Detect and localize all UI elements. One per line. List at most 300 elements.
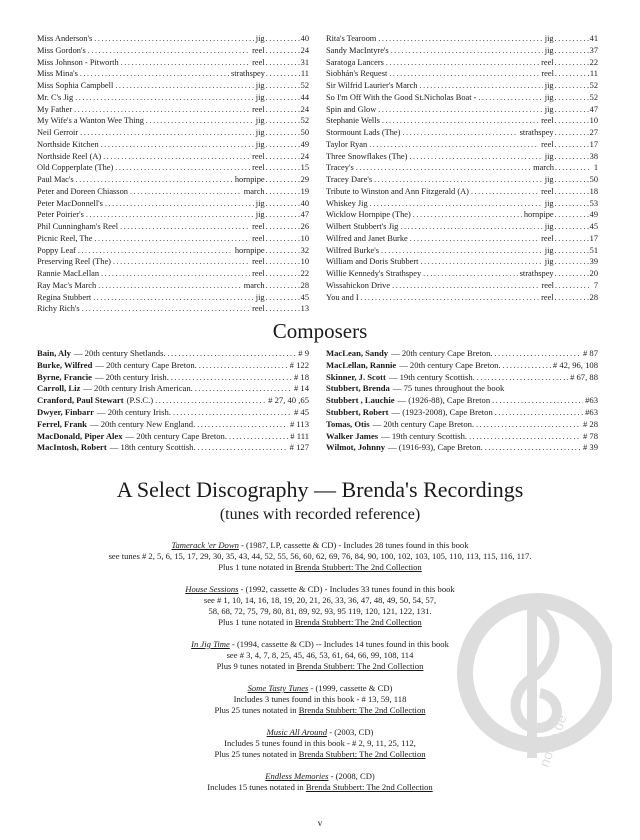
tune-name: Wicklow Hornpipe (The) xyxy=(326,210,411,220)
tune-page-number: 22 xyxy=(589,57,598,67)
tune-type: jig xyxy=(544,257,554,267)
dot-leader xyxy=(101,139,254,151)
dot-leader xyxy=(173,407,292,419)
composer-entry xyxy=(326,372,598,384)
tune-page-number: 38 xyxy=(589,151,598,161)
composer-name: Ferrel, Frank xyxy=(37,418,87,429)
dot-leader xyxy=(266,209,300,221)
tune-index-entry xyxy=(37,57,309,69)
record-notated-text: Plus 1 tune notated in xyxy=(218,562,295,572)
dot-leader xyxy=(555,209,589,221)
dot-leader xyxy=(378,104,543,116)
dot-leader xyxy=(555,186,589,198)
dot-leader xyxy=(266,256,300,268)
dot-leader xyxy=(555,268,589,280)
dot-leader xyxy=(121,57,250,69)
tune-index-entry xyxy=(37,80,309,92)
tune-index-entry xyxy=(326,245,598,257)
composer-entry xyxy=(326,442,598,454)
tune-name: Poppy Leaf xyxy=(37,245,76,255)
tune-type: jig xyxy=(544,45,554,55)
tune-name: Peter and Doreen Chiasson xyxy=(37,186,128,196)
tune-page-number: 10 xyxy=(300,233,309,243)
composer-name: Cranford, Paul Stewart xyxy=(37,395,124,406)
dot-leader xyxy=(478,92,542,104)
tune-page-number: 52 xyxy=(589,92,598,102)
record-notated-line xyxy=(40,617,600,628)
record-details: - (1994, cassette & CD) -- Includes 14 tunes found in this book xyxy=(229,639,449,649)
tune-name: Taylor Ryan xyxy=(326,139,368,149)
dot-leader xyxy=(356,162,531,174)
composer-description: — 19th century Scottish. xyxy=(381,430,468,441)
page-number: v xyxy=(317,818,323,828)
tune-page-number: 29 xyxy=(300,175,309,184)
dot-leader xyxy=(370,198,543,210)
record-tune-list: 58, 68, 72, 75, 79, 80, 81, 89, 92, 93, 95 119, 120, 121, 122, 131. xyxy=(208,606,432,616)
tune-type: march xyxy=(243,280,265,290)
composers-left-column xyxy=(37,348,309,454)
dot-leader xyxy=(503,360,551,372)
tune-index-entry xyxy=(37,245,309,257)
tune-name: Willie Kennedy's Strathspey xyxy=(326,269,422,278)
composer-entry xyxy=(37,431,309,443)
dot-leader xyxy=(80,68,229,80)
dot-leader xyxy=(555,45,589,57)
record-notated-line xyxy=(40,782,600,793)
dot-leader xyxy=(197,419,288,431)
composer-name: Burke, Wilfred xyxy=(37,359,93,370)
book-reference: Brenda Stubbert: The 2nd Collection xyxy=(305,782,433,792)
dot-leader xyxy=(266,127,300,139)
dot-leader xyxy=(392,280,539,292)
composer-entry xyxy=(326,348,598,360)
tune-type: hornpipe xyxy=(234,245,265,255)
tune-name: Wilfred and Janet Burke xyxy=(326,233,408,243)
tune-index-entry xyxy=(37,115,309,127)
dot-leader xyxy=(555,292,589,304)
tune-name: Wilfred Burke's xyxy=(326,245,380,255)
composer-description: — 20th century Cape Breton. xyxy=(391,348,493,358)
tune-index-entry xyxy=(326,209,598,221)
record-tune-list: see tunes # 2, 5, 6, 15, 17, 29, 30, 35, 43, 44, 52, 55, 56, 60, 62, 69, 76, 84, 90, 100, 102, 103, 105, 110, 113, 115, 116, 117. xyxy=(108,551,532,561)
dot-leader xyxy=(381,245,543,257)
composer-name: MacLellan, Rannie xyxy=(326,359,397,370)
tune-index-entry xyxy=(326,33,598,45)
tune-name: Peter Poirier's xyxy=(37,210,84,220)
record-title: In Jig Time xyxy=(191,639,230,649)
tune-index-entry xyxy=(326,233,598,245)
record-details: - (1999, cassette & CD) xyxy=(308,683,393,693)
tune-type: jig xyxy=(255,92,265,102)
record-notated-text: Plus 25 tunes notated in xyxy=(214,749,299,759)
dot-leader xyxy=(168,348,297,360)
tune-page-number: 40 xyxy=(300,34,309,43)
record-tune-list: Includes 3 tunes found in this book - # 13, 59, 118 xyxy=(233,694,407,704)
dot-leader xyxy=(115,80,253,92)
tune-type: jig xyxy=(255,34,265,43)
tune-index-entry xyxy=(37,292,309,304)
tune-name: Three Snowflakes (The) xyxy=(326,151,408,161)
tune-page-number: 24 xyxy=(300,104,309,114)
tune-index-entry xyxy=(37,162,309,174)
tune-name: Phil Cunningham's Reel xyxy=(37,222,119,231)
tune-page-number: 28 xyxy=(300,280,309,290)
tune-index-entry xyxy=(326,115,598,127)
composer-entry xyxy=(326,383,598,395)
tune-index-entry xyxy=(326,45,598,57)
tune-name: Neil Gerroir xyxy=(37,128,79,137)
tune-type: reel xyxy=(541,69,554,79)
tune-name: Tracey Dare's xyxy=(326,175,373,184)
tune-type: jig xyxy=(544,34,554,43)
tune-name: Richy Rich's xyxy=(37,304,80,314)
composer-tune-refs: # 27, 40 ,65 xyxy=(268,395,309,406)
tune-page-number: 40 xyxy=(300,198,309,208)
tune-index-entry xyxy=(37,186,309,198)
tune-name: Siobhán's Request xyxy=(326,69,388,79)
record-notated-text: Plus 25 tunes notated in xyxy=(214,705,299,715)
composer-tune-refs: # 9 xyxy=(298,348,309,358)
tune-page-number: 50 xyxy=(589,175,598,184)
record-title-line xyxy=(40,727,600,738)
dot-leader xyxy=(101,268,250,280)
composer-tune-refs: # 45 xyxy=(293,406,309,417)
dot-leader xyxy=(402,127,517,139)
tune-name: Peter MacDonnell's xyxy=(37,198,103,208)
composer-tune-refs: # 87 xyxy=(582,348,598,358)
tune-index-entry xyxy=(37,127,309,139)
composer-description: — 20th century Shetlands. xyxy=(73,348,166,358)
tune-index-entry xyxy=(326,174,598,186)
tune-page-number: 11 xyxy=(589,69,598,79)
tune-index-entry xyxy=(326,104,598,116)
tune-page-number: 51 xyxy=(589,245,598,255)
composer-name: Walker James xyxy=(326,430,379,441)
composers-right-column xyxy=(326,348,598,454)
tune-index-entry xyxy=(37,256,309,268)
dot-leader xyxy=(420,80,543,92)
dot-leader xyxy=(477,372,568,384)
dot-leader xyxy=(476,419,581,431)
dot-leader xyxy=(471,186,539,198)
tune-type: jig xyxy=(255,81,265,90)
watermark-text: noten.de xyxy=(535,712,570,770)
composer-entry xyxy=(37,360,309,372)
dot-leader xyxy=(266,80,300,92)
tune-page-number: 32 xyxy=(300,245,309,255)
tune-index-entry xyxy=(326,292,598,304)
dot-leader xyxy=(266,92,300,104)
discography-record xyxy=(40,683,600,716)
tune-type: jig xyxy=(544,245,554,255)
composer-entry xyxy=(37,372,309,384)
tune-name: Wilbert Stubbert's Jig xyxy=(326,222,399,231)
composer-name: Byrne, Francie xyxy=(37,371,92,382)
tune-page-number: 17 xyxy=(589,233,598,243)
composer-description: — 18th century Scottish. xyxy=(109,442,196,453)
tune-page-number: 37 xyxy=(589,45,598,55)
tune-index-entry xyxy=(326,57,598,69)
composer-description: — (1926-88), Cape Breton xyxy=(397,395,491,406)
dot-leader xyxy=(555,57,589,69)
dot-leader xyxy=(88,45,250,57)
dot-leader xyxy=(469,431,581,443)
discography-record xyxy=(40,540,600,573)
tune-index-entry xyxy=(37,33,309,45)
record-notated-line xyxy=(40,705,600,716)
tune-type: reel xyxy=(541,186,554,196)
tune-type: jig xyxy=(255,116,265,126)
tune-type: march xyxy=(243,186,265,196)
dot-leader xyxy=(374,174,543,186)
composer-entry xyxy=(326,407,598,419)
tune-index-entry xyxy=(326,151,598,163)
tune-index-entry xyxy=(37,151,309,163)
tune-type: reel xyxy=(252,163,265,173)
tune-type: hornpipe xyxy=(523,210,554,220)
composer-tune-refs: # 14 xyxy=(293,383,309,394)
tune-name: Paul Mac's xyxy=(37,175,74,184)
dot-leader xyxy=(423,268,518,280)
tune-type: reel xyxy=(252,222,265,231)
dot-leader xyxy=(555,68,589,80)
tune-index-entry xyxy=(326,68,598,80)
tune-index-right-column xyxy=(326,33,598,303)
book-reference: Brenda Stubbert: The 2nd Collection xyxy=(298,705,426,715)
dot-leader xyxy=(266,221,300,233)
record-title: Tamerack 'er Down xyxy=(171,540,239,550)
dot-leader xyxy=(555,162,589,174)
dot-leader xyxy=(555,221,589,233)
composer-tune-refs: # 78 xyxy=(582,430,598,441)
dot-leader xyxy=(555,92,589,104)
dot-leader xyxy=(555,127,589,139)
tune-index-entry xyxy=(326,139,598,151)
tune-name: My Father xyxy=(37,104,73,114)
record-title-line xyxy=(40,771,600,782)
dot-leader xyxy=(266,292,300,304)
tune-index-entry xyxy=(37,209,309,221)
composer-tune-refs: #63 xyxy=(585,406,598,417)
tune-index-entry xyxy=(326,221,598,233)
tune-page-number: 31 xyxy=(300,57,309,67)
dot-leader xyxy=(555,198,589,210)
tune-name: Miss Gordon's xyxy=(37,45,86,55)
tune-page-number: 44 xyxy=(300,92,309,102)
tune-index-entry xyxy=(326,256,598,268)
composer-description: — 75 tunes throughout the book xyxy=(392,383,505,394)
dot-leader xyxy=(369,139,539,151)
tune-page-number: 22 xyxy=(300,269,309,278)
tune-page-number: 20 xyxy=(589,269,598,278)
tune-type: jig xyxy=(544,151,554,161)
tune-page-number: 28 xyxy=(589,292,598,302)
dot-leader xyxy=(130,186,242,198)
dot-leader xyxy=(80,127,254,139)
tune-page-number: 53 xyxy=(589,198,598,208)
tune-page-number: 24 xyxy=(300,45,309,55)
dot-leader xyxy=(94,233,250,245)
tune-page-number: 18 xyxy=(589,186,598,196)
tune-page-number: 45 xyxy=(589,222,598,231)
book-reference: Brenda Stubbert: The 2nd Collection xyxy=(294,617,422,627)
record-title: Music All Around xyxy=(266,727,328,737)
dot-leader xyxy=(266,174,300,186)
dot-leader xyxy=(78,245,233,257)
record-title-line xyxy=(40,540,600,551)
record-notated-text: Plus 9 tunes notated in xyxy=(216,661,297,671)
record-title-line xyxy=(40,683,600,694)
tune-name: Miss Mina's xyxy=(37,69,78,79)
tune-index-entry xyxy=(37,268,309,280)
discography-record xyxy=(40,639,600,672)
composer-tune-refs: # 122 xyxy=(289,359,309,370)
tune-type: reel xyxy=(541,57,554,67)
tune-type: reel xyxy=(541,292,554,302)
tune-page-number: 47 xyxy=(589,104,598,114)
dot-leader xyxy=(198,442,288,454)
tune-page-number: 24 xyxy=(300,151,309,161)
dot-leader xyxy=(391,45,543,57)
dot-leader xyxy=(382,115,539,127)
tune-name: Northside Reel (A) xyxy=(37,151,102,161)
dot-leader xyxy=(266,245,300,257)
dot-leader xyxy=(555,151,589,163)
composer-entry xyxy=(37,419,309,431)
tune-type: reel xyxy=(252,57,265,67)
composer-name: Tomas, Otis xyxy=(326,418,370,429)
book-reference: Brenda Stubbert: The 2nd Collection xyxy=(296,661,424,671)
dot-leader xyxy=(555,80,589,92)
tune-name: Miss Sophia Campbell xyxy=(37,81,114,90)
tune-index-entry xyxy=(37,92,309,104)
tune-page-number: 52 xyxy=(300,81,309,90)
tune-name: Stormount Lads (The) xyxy=(326,128,401,137)
tune-name: You and I xyxy=(326,292,359,302)
tune-name: Saratoga Lancers xyxy=(326,57,384,67)
tune-page-number: 1 xyxy=(593,163,598,173)
tune-name: Rannie MacLellan xyxy=(37,269,100,278)
tune-page-number: 10 xyxy=(300,257,309,267)
dot-leader xyxy=(103,151,250,163)
dot-leader xyxy=(492,395,583,407)
composer-entry xyxy=(326,419,598,431)
composer-tune-refs: # 39 xyxy=(582,442,598,453)
composer-name: Stubbert , Lauchie xyxy=(326,395,395,406)
record-title: Some Tasty Tunes xyxy=(247,683,309,693)
composer-entry xyxy=(37,407,309,419)
dot-leader xyxy=(120,221,250,233)
dot-leader xyxy=(389,68,539,80)
record-title: Endless Memories xyxy=(265,771,329,781)
tune-index-entry xyxy=(37,233,309,245)
composer-description: — 20th century Cape Breton. xyxy=(95,359,197,370)
composer-description: — 19th century Scottish. xyxy=(388,371,475,382)
tune-page-number: 27 xyxy=(589,128,598,137)
tune-type: reel xyxy=(541,280,554,290)
tune-page-number: 52 xyxy=(589,81,598,90)
tune-name: William and Doris Stubbert xyxy=(326,257,419,267)
dot-leader xyxy=(199,360,288,372)
tune-name: Miss Anderson's xyxy=(37,34,93,43)
tune-name: Rita's Tearoom xyxy=(326,34,377,43)
tune-index-entry xyxy=(37,45,309,57)
composer-entry xyxy=(37,395,309,407)
tune-type: reel xyxy=(252,304,265,314)
composer-entry xyxy=(326,431,598,443)
dot-leader xyxy=(266,33,300,45)
tune-index-entry xyxy=(37,139,309,151)
tune-page-number: 50 xyxy=(300,128,309,137)
tune-type: jig xyxy=(544,175,554,184)
dot-leader xyxy=(94,33,254,45)
tune-page-number: 26 xyxy=(300,222,309,231)
tune-name: Tracey's xyxy=(326,163,354,173)
tune-name: Spin and Glow xyxy=(326,104,377,114)
tune-name: My Wife's a Wanton Wee Thing xyxy=(37,116,144,126)
tune-name: Picnic Reel, The xyxy=(37,233,93,243)
composers-heading: Composers xyxy=(272,319,368,343)
tune-type: reel xyxy=(252,257,265,267)
composer-entry xyxy=(37,383,309,395)
discography-record xyxy=(40,771,600,793)
dot-leader xyxy=(266,186,300,198)
tune-type: strathspey xyxy=(230,69,265,79)
tune-index-entry xyxy=(326,268,598,280)
tune-name: Tribute to Winston and Ann Fitzgerald (A) xyxy=(326,186,469,196)
composer-tune-refs: # 18 xyxy=(293,371,309,382)
tune-type: reel xyxy=(541,233,554,243)
tune-type: strathspey xyxy=(519,128,554,137)
book-reference: Brenda Stubbert: The 2nd Collection xyxy=(298,749,426,759)
record-title: House Sessions xyxy=(185,584,239,594)
tune-name: Regina Stubbert xyxy=(37,292,92,302)
tune-page-number: 7 xyxy=(593,280,598,290)
tune-index-entry xyxy=(326,198,598,210)
tune-type: jig xyxy=(255,210,265,220)
tune-page-number: 10 xyxy=(589,116,598,126)
tune-index-entry xyxy=(326,92,598,104)
composer-tune-refs: # 67, 88 xyxy=(570,371,598,382)
dot-leader xyxy=(386,57,539,69)
tune-index-entry xyxy=(37,68,309,80)
tune-type: jig xyxy=(255,198,265,208)
tune-name: Wissahickon Drive xyxy=(326,280,391,290)
composer-name: Skinner, J. Scott xyxy=(326,371,386,382)
tune-name: Sandy MacIntyre's xyxy=(326,45,389,55)
record-tune-list: see # 3, 4, 7, 8, 25, 45, 46, 53, 61, 64, 66, 99, 108, 114 xyxy=(226,650,414,660)
dot-leader xyxy=(82,303,250,315)
composer-name: Dwyer, Finbarr xyxy=(37,406,94,417)
dot-leader xyxy=(555,280,589,292)
tune-type: jig xyxy=(544,198,554,208)
dot-leader xyxy=(420,256,542,268)
tune-page-number: 52 xyxy=(300,116,309,126)
dot-leader xyxy=(400,221,542,233)
record-details: - (2003, CD) xyxy=(327,727,374,737)
composer-tune-refs: # 113 xyxy=(289,418,309,429)
record-title-line xyxy=(40,639,600,650)
tune-name: Ray Mac's March xyxy=(37,280,97,290)
tune-index-left-column xyxy=(37,33,309,315)
tune-name: Preserving Reel (The) xyxy=(37,257,111,267)
record-notated-text: Includes 15 tunes notated in xyxy=(207,782,306,792)
dot-leader xyxy=(555,245,589,257)
tune-type: reel xyxy=(252,104,265,114)
composer-name: Carroll, Liz xyxy=(37,383,81,394)
tune-page-number: 19 xyxy=(300,186,309,196)
composer-description: (P.S.C.) xyxy=(126,395,154,406)
